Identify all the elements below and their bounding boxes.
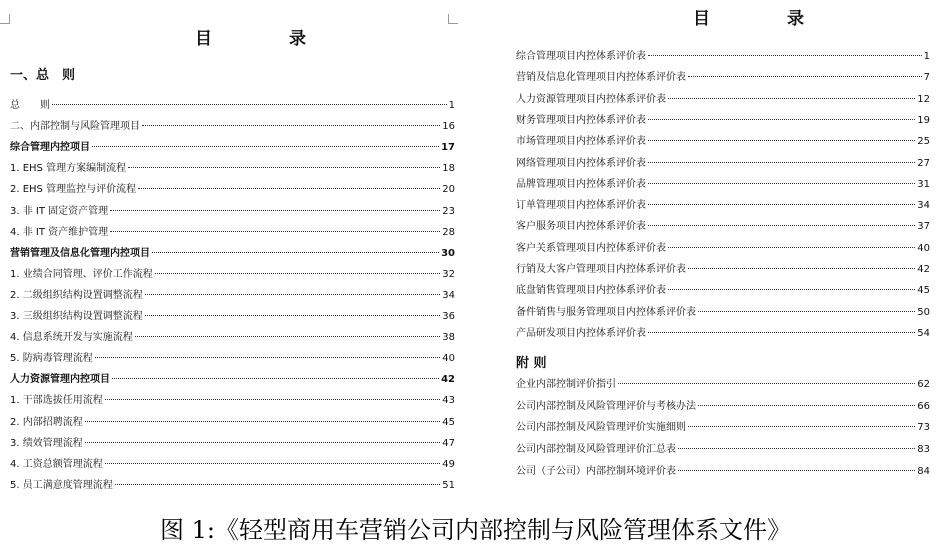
toc-entry-page-number: 47 [442,437,455,449]
toc-entry-page-number: 40 [442,353,455,365]
dot-leader [678,447,915,449]
dot-leader [688,425,915,427]
dot-leader [648,203,915,205]
toc-entry[interactable] [10,268,455,282]
toc-entry[interactable] [10,183,455,197]
dot-leader [698,310,915,312]
toc-entry-page-number: 20 [442,184,455,196]
dot-leader [678,469,915,471]
toc-entry-label: 1. EHS 管理方案编制流程 [10,163,127,175]
toc-entry-label: 4. 信息系统开发与实施流程 [10,332,133,344]
toc-entry-page-number: 28 [442,226,455,238]
dot-leader [648,54,922,56]
toc-entry[interactable] [516,135,930,149]
toc-entry-label: 人力资源管理项目内控体系评价表 [516,93,666,105]
toc-entry[interactable] [516,71,930,85]
dot-leader [115,483,441,485]
toc-entry-page-number: 42 [917,264,930,275]
dot-leader [668,246,915,248]
dot-leader [52,103,447,105]
toc-entry-page-number: 34 [442,289,455,301]
toc-entry-page-number: 51 [442,479,455,491]
dot-leader [112,377,439,379]
toc-entry-page-number: 1 [448,100,455,111]
toc-entry[interactable] [10,99,455,113]
dot-leader [688,267,915,269]
toc-entry-page-number: 32 [442,268,455,280]
toc-entry-page-number: 84 [917,465,930,477]
toc-entry-page-number: 1 [923,51,930,62]
toc-entry-label: 综合管理项目内控体系评价表 [516,51,646,62]
toc-entry[interactable] [516,199,930,213]
toc-entry-page-number: 37 [917,221,930,233]
toc-entry[interactable] [10,162,455,176]
toc-entry[interactable] [516,220,930,234]
toc-entry[interactable] [516,443,930,457]
toc-entry-label: 综合管理内控项目 [10,142,90,154]
toc-entry-label: 3. 绩效管理流程 [10,437,83,449]
toc-entry-page-number: 42 [441,374,455,386]
toc-entry-page-number: 17 [441,142,455,154]
dot-leader [145,314,441,316]
toc-entry-label: 人力资源管理内控项目 [10,374,110,386]
toc-entry[interactable] [516,178,930,192]
appendix-heading: 附 则 [516,356,547,371]
right-toc-page [488,0,951,505]
dot-leader [128,166,440,168]
toc-entry-page-number: 36 [442,311,455,322]
toc-entry-label: 公司内部控制及风险管理评价汇总表 [516,444,676,456]
toc-entry-label: 企业内部控制评价指引 [516,379,616,390]
toc-entry-page-number: 73 [917,422,930,434]
toc-entry-page-number: 45 [442,416,455,428]
dot-leader [85,420,441,422]
toc-entry[interactable] [10,331,455,345]
toc-entry[interactable] [516,114,930,128]
dot-leader [105,398,441,400]
toc-entry[interactable] [516,93,930,107]
toc-entry-page-number: 18 [442,163,455,175]
toc-entry[interactable] [10,141,455,155]
dot-leader [142,124,440,126]
toc-entry[interactable] [10,226,455,240]
toc-entry-page-number: 62 [917,379,930,390]
toc-entry[interactable] [10,205,455,219]
toc-entry-page-number: 31 [917,178,930,190]
toc-entry-label: 品牌管理项目内控体系评价表 [516,178,646,190]
toc-entry-page-number: 43 [442,395,455,407]
toc-entry-label: 公司内部控制及风险管理评价与考核办法 [516,400,696,412]
dot-leader [688,75,922,77]
right-page-title: 目 录 [693,9,834,29]
toc-entry-label: 5. 员工满意度管理流程 [10,479,113,491]
toc-entry-label: 行销及大客户管理项目内控体系评价表 [516,264,686,275]
figure-caption: 图 1:《轻型商用车营销公司内部控制与风险管理体系文件》 [160,516,791,544]
toc-entry-page-number: 16 [442,121,455,133]
toc-entry-label: 2. 内部招聘流程 [10,416,83,428]
toc-entry[interactable] [516,50,930,64]
toc-entry[interactable] [10,458,455,472]
dot-leader [648,161,915,163]
toc-entry-label: 客户服务项目内控体系评价表 [516,221,646,233]
dot-leader [648,182,915,184]
toc-entry[interactable] [516,378,930,392]
toc-entry-page-number: 83 [917,444,930,456]
dot-leader [95,356,441,358]
dot-leader [105,462,441,464]
dot-leader [668,97,915,99]
dot-leader [138,187,440,189]
toc-entry[interactable] [516,263,930,277]
dot-leader [145,293,441,295]
toc-entry[interactable] [10,310,455,324]
toc-entry-page-number: 25 [917,136,930,148]
toc-entry-label: 底盘销售管理项目内控体系评价表 [516,285,666,297]
toc-entry[interactable] [10,394,455,408]
toc-entry-label: 2. 二级组织结构设置调整流程 [10,289,143,301]
toc-entry-label: 公司（子公司）内部控制环境评价表 [516,465,676,477]
toc-entry[interactable] [516,157,930,171]
toc-entry-label: 营销管理及信息化管理内控项目 [10,247,150,259]
toc-entry-page-number: 12 [917,93,930,105]
toc-entry[interactable] [10,289,455,303]
toc-entry[interactable] [10,373,455,387]
toc-entry[interactable] [10,247,455,261]
dot-leader [668,288,915,290]
toc-entry[interactable] [516,465,930,479]
dot-leader [648,331,915,333]
toc-entry-label: 备件销售与服务管理项目内控体系评价表 [516,306,696,318]
dot-leader [110,209,440,211]
toc-entry-page-number: 30 [441,247,455,259]
toc-entry[interactable] [516,306,930,320]
toc-entry-page-number: 66 [917,400,930,412]
dot-leader [155,272,441,274]
toc-entry[interactable] [10,479,455,493]
dot-leader [152,251,439,253]
toc-entry-label: 市场管理项目内控体系评价表 [516,136,646,148]
toc-entry-label: 订单管理项目内控体系评价表 [516,200,646,212]
toc-entry-label: 1. 干部选拔任用流程 [10,395,103,407]
toc-entry[interactable] [516,400,930,414]
toc-entry-page-number: 7 [923,72,930,84]
toc-entry-label: 4. 非 IT 资产维护管理 [10,226,109,238]
toc-entry-page-number: 54 [917,327,930,339]
dot-leader [648,224,915,226]
toc-entry-label: 网络管理项目内控体系评价表 [516,157,646,169]
toc-entry-label: 财务管理项目内控体系评价表 [516,114,646,126]
toc-entry-label: 5. 防病毒管理流程 [10,353,93,365]
dot-leader [698,404,915,406]
toc-entry-label: 营销及信息化管理项目内控体系评价表 [516,72,686,84]
toc-entry[interactable] [10,120,455,134]
toc-entry[interactable] [10,352,455,366]
section-heading-general: 一、总 则 [10,68,76,83]
toc-entry-page-number: 27 [917,157,930,169]
toc-entry-page-number: 50 [917,306,930,318]
left-page-title: 目 录 [195,29,336,49]
toc-entry-page-number: 40 [917,242,930,254]
toc-entry-page-number: 38 [442,332,455,344]
toc-entry-label: 二、内部控制与风险管理项目 [10,121,140,133]
crop-mark-top-left [0,14,10,24]
toc-entry-page-number: 23 [442,205,455,217]
toc-entry-label: 产品研发项目内控体系评价表 [516,327,646,339]
toc-entry-page-number: 19 [917,114,930,126]
toc-entry-label: 3. 非 IT 固定资产管理 [10,205,109,217]
dot-leader [648,118,915,120]
left-toc-page [0,0,468,505]
dot-leader [85,441,441,443]
toc-entry-label: 公司内部控制及风险管理评价实施细则 [516,422,686,434]
toc-entry[interactable] [10,416,455,430]
dot-leader [618,382,915,384]
toc-entry[interactable] [10,437,455,451]
toc-entry[interactable] [516,421,930,435]
toc-entry[interactable] [516,327,930,341]
toc-entry-label: 2. EHS 管理监控与评价流程 [10,184,137,196]
toc-entry-label: 1. 业绩合同管理、评价工作流程 [10,268,153,280]
toc-entry-label: 客户关系管理项目内控体系评价表 [516,242,666,254]
toc-entry-label: 3. 三级组织结构设置调整流程 [10,311,143,322]
toc-entry[interactable] [516,242,930,256]
toc-entry-page-number: 34 [917,200,930,212]
toc-entry-label: 总 则 [10,100,50,111]
crop-mark-top-right [448,14,458,24]
dot-leader [135,335,441,337]
toc-entry-page-number: 49 [442,458,455,470]
dot-leader [110,230,440,232]
toc-entry-page-number: 45 [917,285,930,297]
toc-entry-label: 4. 工资总额管理流程 [10,458,103,470]
toc-entry[interactable] [516,284,930,298]
dot-leader [92,145,439,147]
dot-leader [648,139,915,141]
